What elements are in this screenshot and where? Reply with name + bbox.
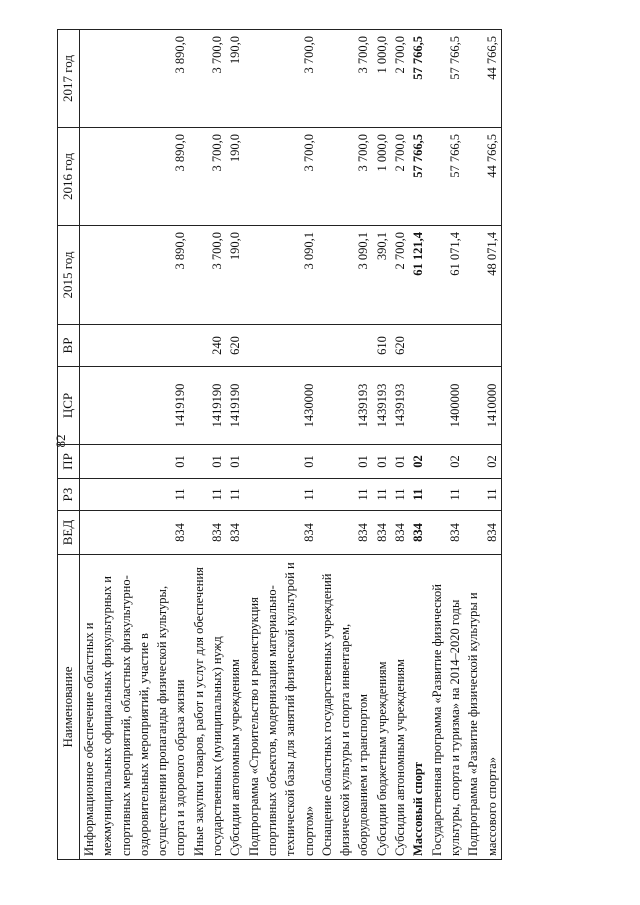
cell-pr: 01 — [226, 445, 244, 479]
cell-pr: 02 — [428, 445, 465, 479]
cell-rz: 11 — [464, 479, 501, 511]
cell-pr: 01 — [80, 445, 190, 479]
cell-csr: 1439193 — [373, 367, 391, 445]
cell-csr: 1439193 — [318, 367, 373, 445]
cell-ved: 834 — [428, 511, 465, 555]
column-header: РЗ — [58, 479, 80, 511]
cell-y2015: 390,1 — [373, 226, 391, 325]
column-header: ВЕД — [58, 511, 80, 555]
cell-ved: 834 — [190, 511, 227, 555]
column-header: 2016 год — [58, 128, 80, 226]
cell-y2017: 1 000,0 — [373, 30, 391, 128]
table-row — [428, 30, 465, 860]
cell-y2017: 2 700,0 — [391, 30, 409, 128]
cell-ved: 834 — [464, 511, 501, 555]
cell-pr: 01 — [190, 445, 227, 479]
cell-name: Субсидии автономным учреждениям — [226, 555, 244, 860]
column-header: Наименование — [58, 555, 80, 860]
cell-vr: 620 — [391, 325, 409, 367]
cell-vr: 620 — [226, 325, 244, 367]
column-header: ЦСР — [58, 367, 80, 445]
cell-y2017: 57 766,5 — [409, 30, 427, 128]
budget-table — [57, 29, 502, 860]
cell-rz: 11 — [226, 479, 244, 511]
cell-rz: 11 — [391, 479, 409, 511]
table-row — [409, 30, 427, 860]
cell-ved: 834 — [373, 511, 391, 555]
cell-y2016: 190,0 — [226, 128, 244, 226]
cell-y2016: 57 766,5 — [409, 128, 427, 226]
cell-pr: 01 — [373, 445, 391, 479]
cell-pr: 02 — [464, 445, 501, 479]
cell-pr: 01 — [318, 445, 373, 479]
cell-vr — [428, 325, 465, 367]
cell-ved: 834 — [409, 511, 427, 555]
table-row — [391, 30, 409, 860]
cell-ved: 834 — [245, 511, 318, 555]
cell-y2015: 48 071,4 — [464, 226, 501, 325]
cell-vr — [318, 325, 373, 367]
cell-pr: 02 — [409, 445, 427, 479]
cell-rz: 11 — [245, 479, 318, 511]
cell-name: Массовый спорт — [409, 555, 427, 860]
cell-y2016: 2 700,0 — [391, 128, 409, 226]
cell-y2016: 44 766,5 — [464, 128, 501, 226]
cell-y2015: 3 090,1 — [245, 226, 318, 325]
cell-name: Информационное обеспечение областных и межмуниципальных официальных физкультурных и спортивных мероприятий, областных физкультурно-оздоровительных мероприятий, участие в осуществлении пропаганды физической культуры, спорта и здорового образа жизни — [80, 555, 190, 860]
cell-y2015: 3 700,0 — [190, 226, 227, 325]
table-row — [464, 30, 501, 860]
cell-rz: 11 — [318, 479, 373, 511]
table-row — [245, 30, 318, 860]
cell-csr — [409, 367, 427, 445]
table-row — [373, 30, 391, 860]
cell-name: Оснащение областных государственных учреждений физической культуры и спорта инвентарем, оборудованием и транспортом — [318, 555, 373, 860]
cell-y2016: 3 700,0 — [318, 128, 373, 226]
cell-y2015: 3 090,1 — [318, 226, 373, 325]
cell-rz: 11 — [80, 479, 190, 511]
cell-ved: 834 — [226, 511, 244, 555]
table-body — [80, 30, 502, 860]
cell-y2017: 3 700,0 — [245, 30, 318, 128]
table-row — [318, 30, 373, 860]
cell-y2017: 3 700,0 — [190, 30, 227, 128]
column-header: 2017 год — [58, 30, 80, 128]
cell-y2017: 44 766,5 — [464, 30, 501, 128]
cell-y2017: 57 766,5 — [428, 30, 465, 128]
cell-y2015: 2 700,0 — [391, 226, 409, 325]
cell-csr: 1419190 — [226, 367, 244, 445]
cell-y2016: 3 890,0 — [80, 128, 190, 226]
cell-pr: 01 — [245, 445, 318, 479]
cell-rz: 11 — [409, 479, 427, 511]
cell-name: Подпрограмма «Строительство и реконструкция спортивных объектов, модернизация материально-технической базы для занятий физической культурой и спортом» — [245, 555, 318, 860]
page-number: 82 — [53, 434, 68, 448]
cell-ved: 834 — [80, 511, 190, 555]
cell-csr: 1419190 — [190, 367, 227, 445]
cell-y2016: 3 700,0 — [190, 128, 227, 226]
cell-y2016: 57 766,5 — [428, 128, 465, 226]
cell-y2017: 190,0 — [226, 30, 244, 128]
cell-vr — [464, 325, 501, 367]
cell-vr: 240 — [190, 325, 227, 367]
cell-rz: 11 — [190, 479, 227, 511]
cell-y2015: 190,0 — [226, 226, 244, 325]
cell-csr: 1439193 — [391, 367, 409, 445]
column-header: ВР — [58, 325, 80, 367]
cell-name: Субсидии автономным учреждениям — [391, 555, 409, 860]
cell-csr: 1410000 — [464, 367, 501, 445]
cell-y2015: 61 071,4 — [428, 226, 465, 325]
cell-name: Субсидии бюджетным учреждениям — [373, 555, 391, 860]
budget-table-rotated — [57, 30, 617, 860]
cell-ved: 834 — [391, 511, 409, 555]
column-header: ПР — [58, 445, 80, 479]
table-row — [80, 30, 190, 860]
cell-name: Подпрограмма «Развитие физической культуры и массового спорта» — [464, 555, 501, 860]
cell-pr: 01 — [391, 445, 409, 479]
cell-rz: 11 — [428, 479, 465, 511]
table-row — [226, 30, 244, 860]
column-header: 2015 год — [58, 226, 80, 325]
cell-csr: 1430000 — [245, 367, 318, 445]
cell-rz: 11 — [373, 479, 391, 511]
cell-y2017: 3 700,0 — [318, 30, 373, 128]
cell-csr: 1419190 — [80, 367, 190, 445]
cell-y2017: 3 890,0 — [80, 30, 190, 128]
table-row — [190, 30, 227, 860]
cell-vr — [409, 325, 427, 367]
cell-name: Государственная программа «Развитие физической культуры, спорта и туризма» на 2014–2020 годы — [428, 555, 465, 860]
cell-vr — [245, 325, 318, 367]
cell-y2015: 61 121,4 — [409, 226, 427, 325]
cell-y2015: 3 890,0 — [80, 226, 190, 325]
cell-vr: 610 — [373, 325, 391, 367]
cell-vr — [80, 325, 190, 367]
cell-y2016: 1 000,0 — [373, 128, 391, 226]
cell-ved: 834 — [318, 511, 373, 555]
cell-csr: 1400000 — [428, 367, 465, 445]
header-row — [58, 30, 80, 860]
cell-y2016: 3 700,0 — [245, 128, 318, 226]
cell-name: Иные закупки товаров, работ и услуг для обеспечения государственных (муниципальных) нужд — [190, 555, 227, 860]
